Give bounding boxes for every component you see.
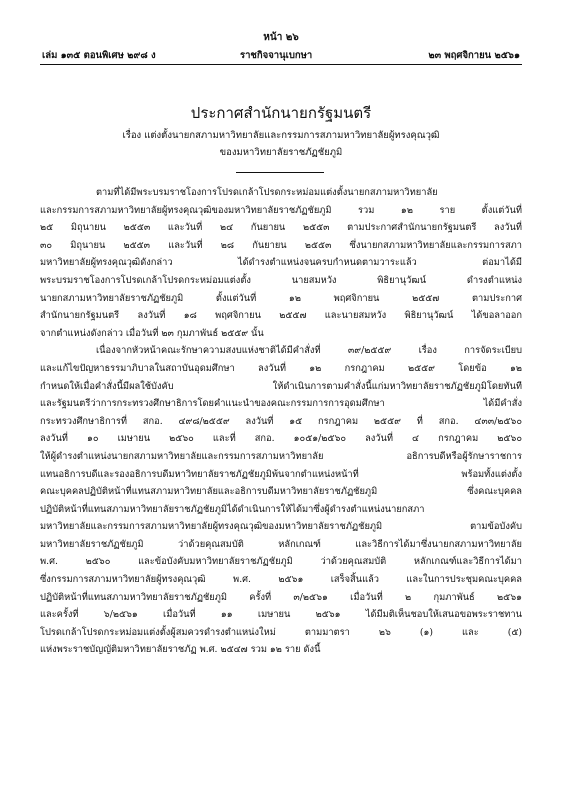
text-line: เนื่องจากหัวหน้าคณะรักษาความสงบแห่งชาติได้มีคำสั่งที่ ๓๙/๒๕๕๙ เรื่อง การจัดระเบียบ [96, 345, 522, 357]
paragraph-1 [40, 184, 522, 342]
document-body [40, 184, 522, 659]
subject-line: ของมหาวิทยาลัยราชภัฏชัยภูมิ [219, 147, 343, 158]
gazette-header [42, 48, 520, 62]
text-line: ตามที่ได้มีพระบรมราชโองการโปรดเกล้าโปรดกระหม่อมแต่งตั้งนายกสภามหาวิทยาลัย [96, 187, 438, 198]
publication-date: ๒๓ พฤศจิกายน ๒๕๖๑ [428, 50, 520, 61]
document-subject [0, 127, 562, 161]
text-line: และครั้งที่ ๖/๒๕๖๑ เมื่อวันที่ ๑๑ เมษายน ๒๕๖๑ ได้มีมติเห็นชอบให้เสนอขอพระราชทาน [40, 609, 522, 621]
text-line: ลงวันที่ ๑๐ เมษายน ๒๕๖๐ และที่ สกอ. ๑๐๕๑/๒๕๖๐ ลงวันที่ ๔ กรกฎาคม ๒๕๖๐ [40, 433, 522, 445]
text-line: และแก้ไขปัญหาธรรมาภิบาลในสถาบันอุดมศึกษา ลงวันที่ ๑๒ กรกฎาคม ๒๕๕๙ โดยข้อ ๑๒ [40, 362, 522, 374]
text-line: กำหนดให้เมื่อคำสั่งนี้มีผลใช้บังคับ ให้ดำเนินการตามคำสั่งนี้แก่มหาวิทยาลัยราชภัฏชัยภูมิโดยทันที [40, 380, 522, 392]
text-line: ให้ผู้ดำรงตำแหน่งนายกสภามหาวิทยาลัยและกรรมการสภามหาวิทยาลัย อธิการบดีหรือผู้รักษาราชการ [40, 450, 522, 462]
header-divider [40, 64, 522, 65]
text-line: ปฏิบัติหน้าที่แทนสภามหาวิทยาลัยราชภัฏชัยภูมิ ครั้งที่ ๓/๒๕๖๑ เมื่อวันที่ ๒ กุมภาพันธ์ ๒๕๖๑ [40, 591, 522, 603]
subject-line: เรื่อง แต่งตั้งนายกสภามหาวิทยาลัยและกรรมการสภามหาวิทยาลัยผู้ทรงคุณวุฒิ [122, 130, 440, 141]
text-line: มหาวิทยาลัยและกรรมการสภามหาวิทยาลัยผู้ทรงคุณวุฒิของมหาวิทยาลัยราชภัฏชัยภูมิ ตามข้อบังคับ [40, 521, 522, 533]
text-line: ๒๕ มิถุนายน ๒๕๕๓ และวันที่ ๒๔ กันยายน ๒๕๕๓ ตามประกาศสำนักนายกรัฐมนตรี ลงวันที่ [40, 222, 522, 234]
title-divider [236, 172, 324, 173]
text-line: พ.ศ. ๒๕๖๐ และข้อบังคับมหาวิทยาลัยราชภัฏชัยภูมิ ว่าด้วยคุณสมบัติ หลักเกณฑ์และวิธีการได้มา [40, 556, 522, 568]
text-line: พระบรมราชโองการโปรดเกล้าโปรดกระหม่อมแต่งตั้ง นายสมหวัง พิธิยานุวัฒน์ ดำรงตำแหน่ง [40, 274, 522, 286]
text-line: ปฏิบัติหน้าที่แทนสภามหาวิทยาลัยราชภัฏชัยภูมิได้ดำเนินการให้ได้มาซึ่งผู้ดำรงตำแหน่งนายกสภา [40, 503, 425, 515]
text-line: มหาวิทยาลัยผู้ทรงคุณวุฒิดังกล่าว ได้ดำรงตำแหน่งจนครบกำหนดตามวาระแล้ว ต่อมาได้มี [40, 257, 522, 269]
text-line: ซึ่งกรรมการสภามหาวิทยาลัยผู้ทรงคุณวุฒิ พ.ศ. ๒๕๖๑ เสร็จสิ้นแล้ว และในการประชุมคณะบุคคล [40, 574, 522, 586]
paragraph-2 [40, 342, 522, 659]
text-line: แห่งพระราชบัญญัติมหาวิทยาลัยราชภัฏ พ.ศ. ๒๕๔๗ รวม ๑๒ ราย ดังนี้ [40, 644, 321, 656]
text-line: นายกสภามหาวิทยาลัยราชภัฏชัยภูมิ ตั้งแต่วันที่ ๑๒ พฤศจิกายน ๒๕๕๗ ตามประกาศ [40, 292, 522, 304]
text-line: และรัฐมนตรีว่าการกระทรวงศึกษาธิการโดยคำแนะนำของคณะกรรมการการอุดมศึกษา ได้มีคำสั่ง [40, 398, 522, 410]
text-line: คณะบุคคลปฏิบัติหน้าที่แทนสภามหาวิทยาลัยและอธิการบดีมหาวิทยาลัยราชภัฏชัยภูมิ ซึ่งคณะบุคคล [40, 486, 522, 498]
page-number: หน้า ๒๖ [263, 32, 299, 43]
text-line: สำนักนายกรัฐมนตรี ลงวันที่ ๑๘ พฤศจิกายน ๒๕๕๗ และนายสมหวัง พิธิยานุวัฒน์ ได้ขอลาออก [40, 310, 522, 322]
document-title: ประกาศสำนักนายกรัฐมนตรี [190, 104, 372, 122]
text-line: ๓๐ มิถุนายน ๒๕๕๓ และวันที่ ๒๘ กันยายน ๒๕๕๓ ซึ่งนายกสภามหาวิทยาลัยและกรรมการสภา [40, 239, 522, 251]
text-line: โปรดเกล้าโปรดกระหม่อมแต่งตั้งผู้สมควรดำรงตำแหน่งใหม่ ตามมาตรา ๒๖ (๑) และ (๕) [40, 626, 522, 638]
gazette-name: ราชกิจจานุเบกษา [240, 50, 313, 61]
text-line: มหาวิทยาลัยราชภัฏชัยภูมิ ว่าด้วยคุณสมบัติ หลักเกณฑ์ และวิธีการได้มาซึ่งนายกสภามหาวิทยาลัย [40, 538, 522, 550]
text-line: กระทรวงศึกษาธิการที่ สกอ. ๔๙๘/๒๕๕๙ ลงวันที่ ๑๕ กรกฎาคม ๒๕๕๙ ที่ สกอ. ๔๓๓/๒๕๖๐ [40, 415, 522, 427]
volume-issue: เล่ม ๑๓๕ ตอนพิเศษ ๒๙๘ ง [42, 50, 156, 61]
text-line: และกรรมการสภามหาวิทยาลัยผู้ทรงคุณวุฒิของมหาวิทยาลัยราชภัฏชัยภูมิ รวม ๑๒ ราย ตั้งแต่วันที่ [40, 204, 522, 216]
text-line: แทนอธิการบดีและรองอธิการบดีมหาวิทยาลัยราชภัฏชัยภูมิพ้นจากตำแหน่งหน้าที่ พร้อมทั้งแต่งตั้ง [40, 468, 522, 480]
text-line: จากตำแหน่งดังกล่าว เมื่อวันที่ ๒๓ กุมภาพันธ์ ๒๕๕๙ นั้น [40, 327, 264, 339]
